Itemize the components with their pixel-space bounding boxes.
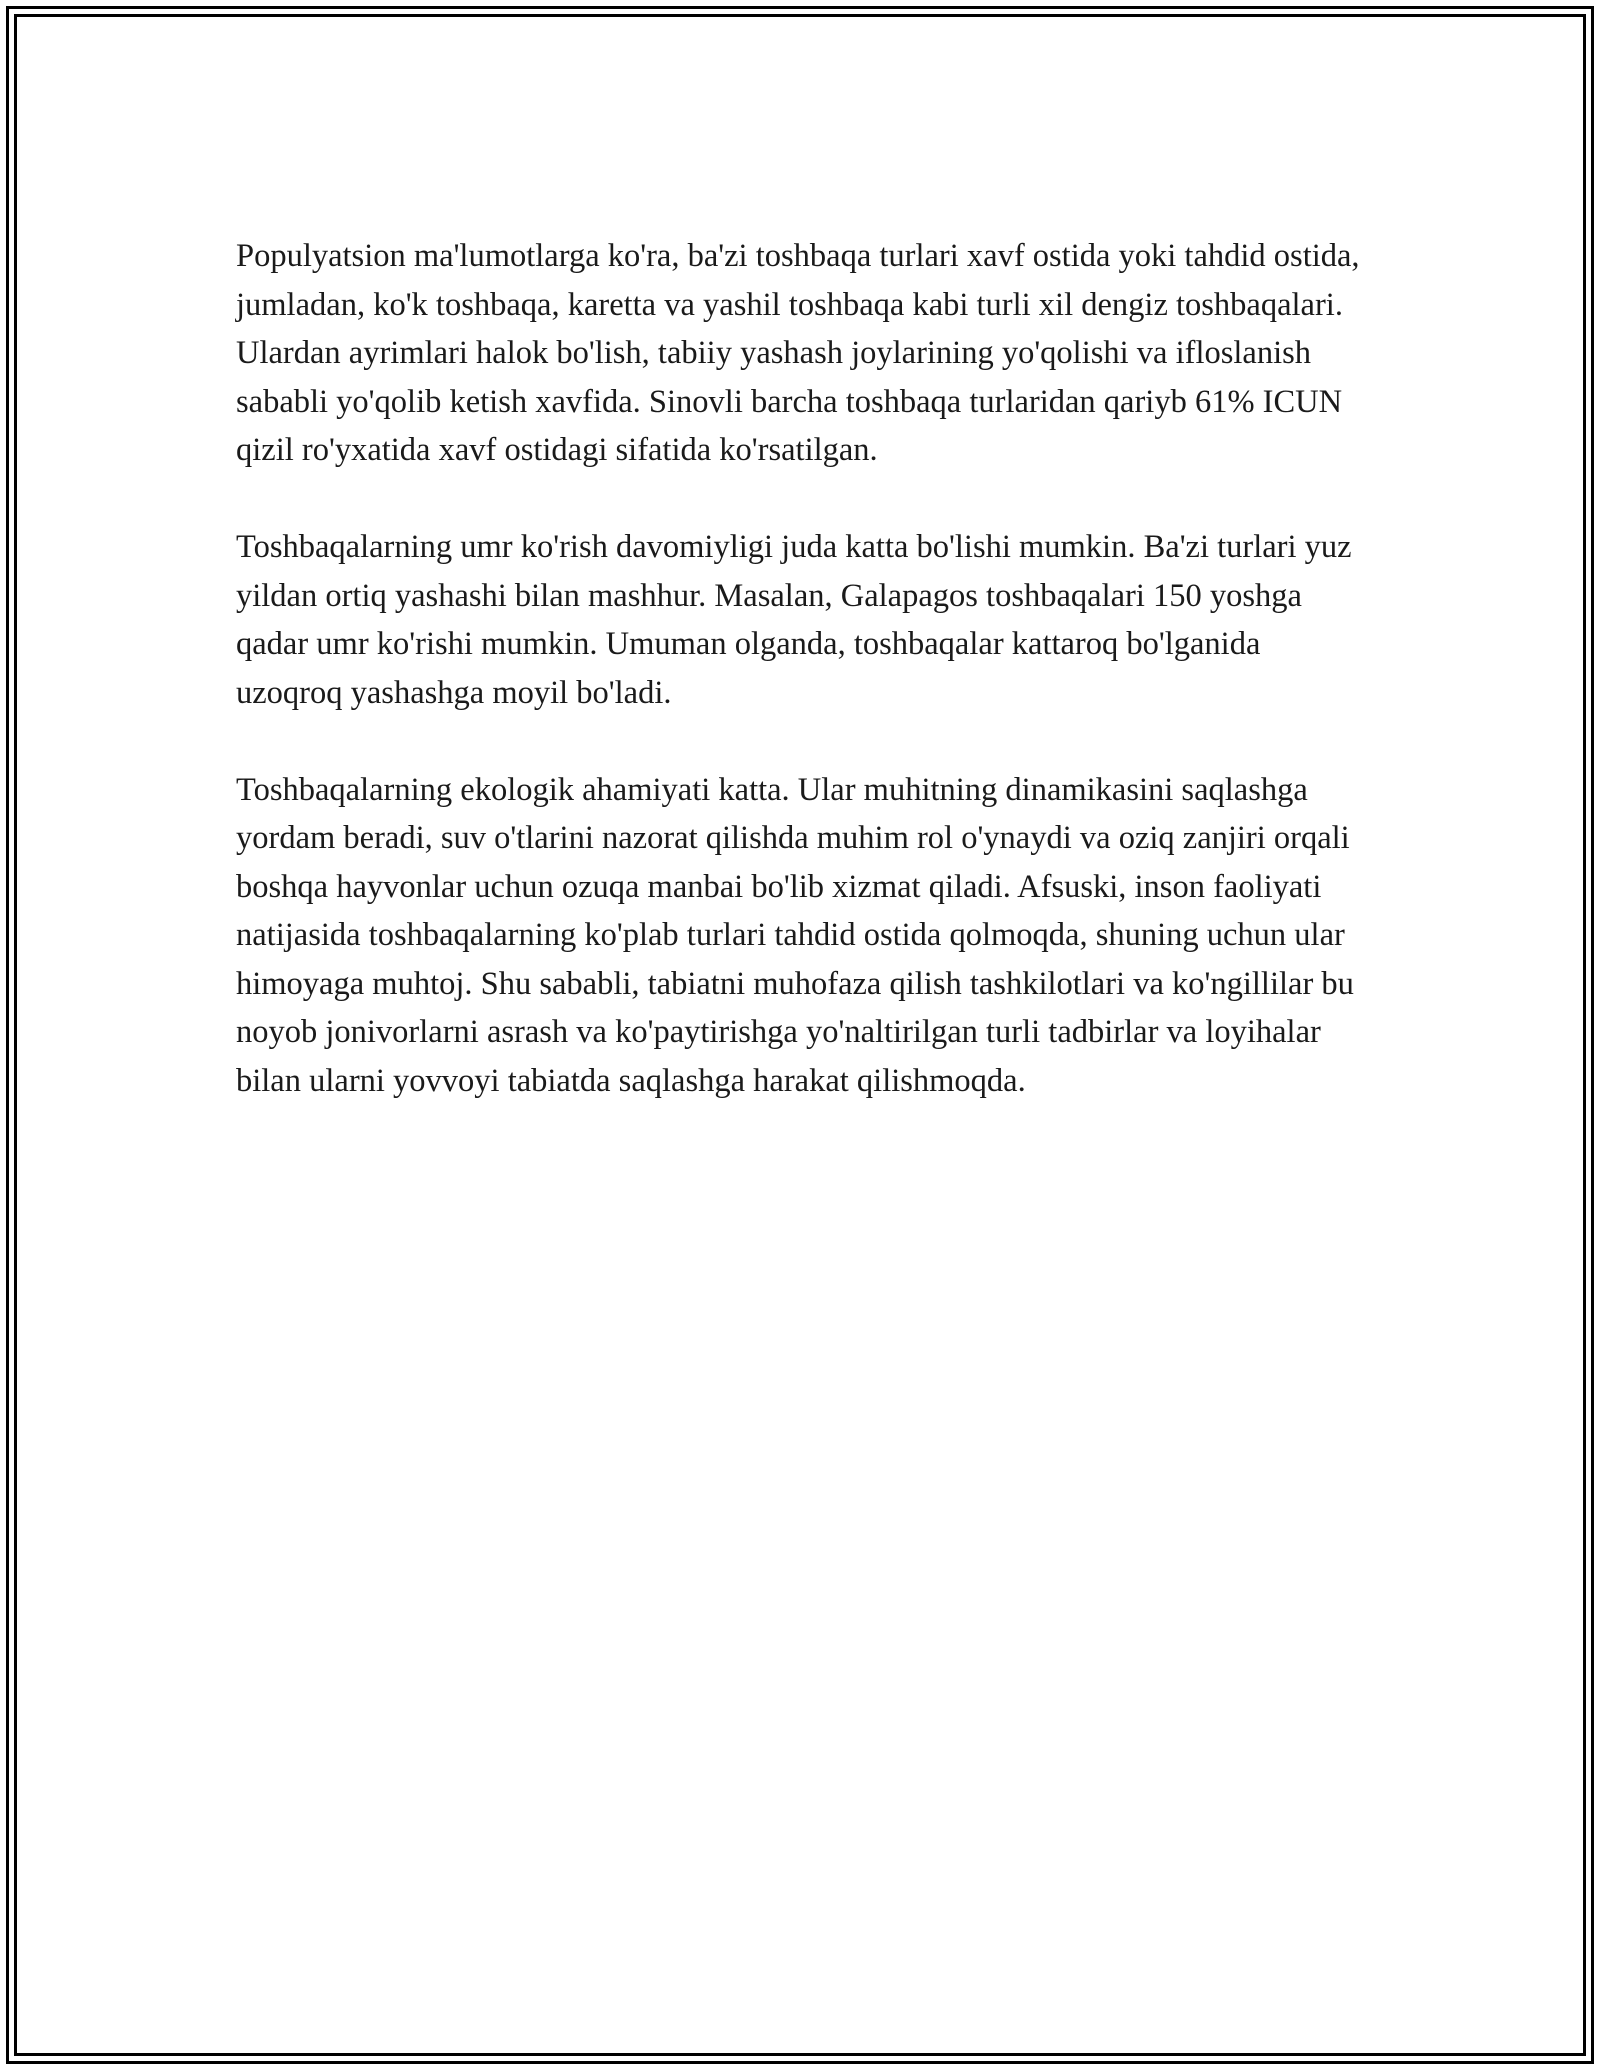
paragraph-2: Toshbaqalarning umr ko'rish davomiyligi juda katta bo'lishi mumkin. Ba'zi turlari yuz yildan ortiq yashashi bilan mashhur. Masalan, Galapagos toshbaqalari 150 yoshga qadar umr ko'rishi mumkin. Umuman olganda, toshbaqalar kattaroq bo'lganida uzoqroq yashashga moyil bo'ladi. [236,529,1352,711]
document-body [236,232,1366,1154]
paragraph-3: Toshbaqalarning ekologik ahamiyati katta. Ular muhitning dinamikasini saqlashga yordam beradi, suv o'tlarini nazorat qilishda muhim rol o'ynaydi va oziq zanjiri orqali boshqa hayvonlar uchun ozuqa manbai bo'lib xizmat qiladi. Afsuski, inson faoliyati natijasida toshbaqalarning ko'plab turlari tahdid ostida qolmoqda, shuning uchun ular himoyaga muhtoj. Shu sababli, tabiatni muhofaza qilish tashkilotlari va ko'ngillilar bu noyob jonivorlarni asrash va ko'paytirishga yo'naltirilgan turli tadbirlar va loyihalar bilan ularni yovvoyi tabiatda saqlashga harakat qilishmoqda. [236,771,1354,1099]
paragraph-1: Populyatsion ma'lumotlarga ko'ra, ba'zi toshbaqa turlari xavf ostida yoki tahdid ostida, jumladan, ko'k toshbaqa, karetta va yashil toshbaqa kabi turli xil dengiz toshbaqalari. Ulardan ayrimlari halok bo'lish, tabiiy yashash joylarining yo'qolishi va ifloslanish sababli yo'qolib ketish xavfida. Sinovli barcha toshbaqa turlaridan qariyb 61% ICUN qizil ro'yxatida xavf ostidagi sifatida ko'rsatilgan. [236,238,1360,468]
